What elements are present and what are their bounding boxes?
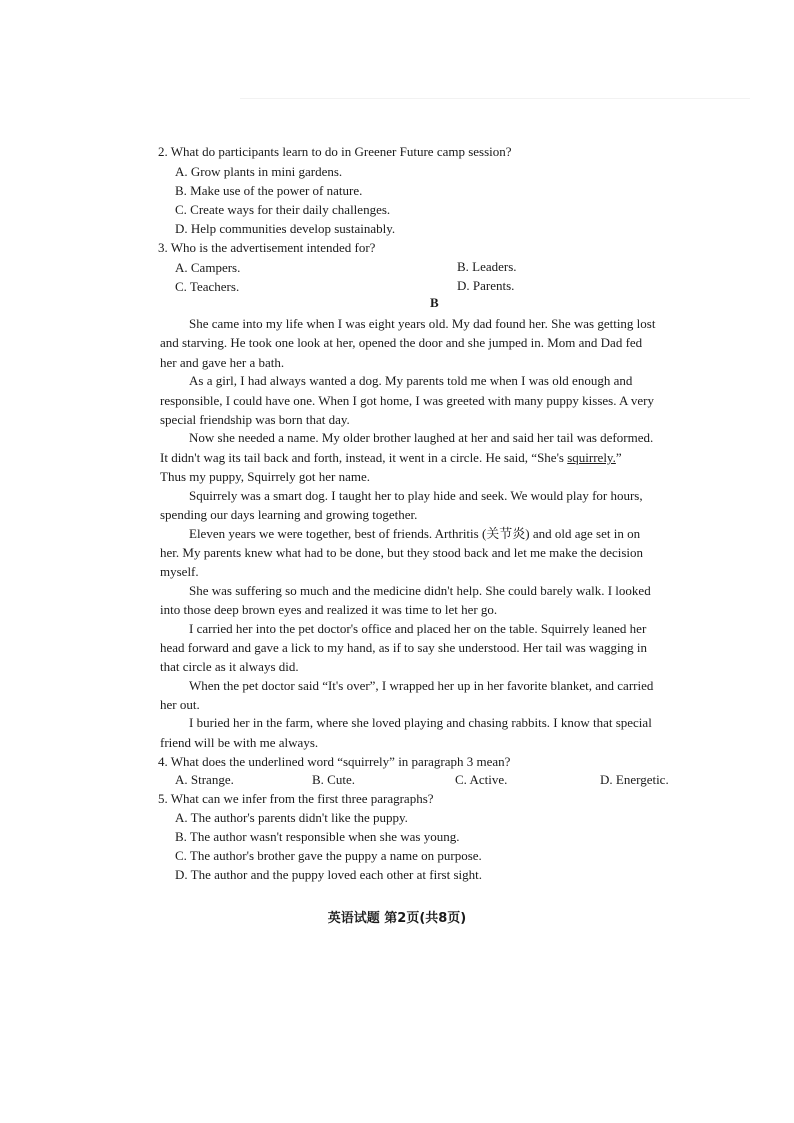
passage-line: When the pet doctor said “It's over”, I wrapped her up in her favorite blanket, and carried xyxy=(189,678,654,693)
question-5-option-c: C. The author's brother gave the puppy a name on purpose. xyxy=(175,848,482,863)
question-5-stem: 5. What can we infer from the first three paragraphs? xyxy=(158,791,434,806)
passage-line: Thus my puppy, Squirrely got her name. xyxy=(160,469,371,484)
passage-line: She came into my life when I was eight years old. My dad found her. She was getting lost xyxy=(189,316,656,331)
passage-line: head forward and gave a lick to my hand, as if to say she understood. Her tail was wagging in xyxy=(160,640,648,655)
passage-line: and starving. He took one look at her, opened the door and she jumped in. Mom and Dad fed xyxy=(160,335,643,350)
question-4-option-d: D. Energetic. xyxy=(600,772,669,787)
passage-line: her and gave her a bath. xyxy=(160,355,285,370)
passage-line: friend will be with me always. xyxy=(160,735,319,750)
passage-line: I buried her in the farm, where she loved playing and chasing rabbits. I know that special xyxy=(189,715,652,730)
scan-artifact-line xyxy=(240,98,750,99)
section-b-heading: B xyxy=(430,295,439,310)
passage-line: into those deep brown eyes and realized it was time to let her go. xyxy=(160,602,498,617)
passage-line: Now she needed a name. My older brother laughed at her and said her tail was deformed. xyxy=(189,430,654,445)
passage-line: her. My parents knew what had to be done, but they stood back and let me make the decision xyxy=(160,545,644,560)
underlined-word-squirrely: squirrely. xyxy=(567,450,616,465)
question-3-option-d: D. Parents. xyxy=(457,278,515,293)
passage-line: spending our days learning and growing together. xyxy=(160,507,418,522)
question-4-stem: 4. What does the underlined word “squirrely” in paragraph 3 mean? xyxy=(158,754,511,769)
question-3-option-c: C. Teachers. xyxy=(175,279,240,294)
question-3-stem: 3. Who is the advertisement intended for? xyxy=(158,240,376,255)
passage-text: It didn't wag its tail back and forth, instead, it went in a circle. He said, “She's xyxy=(160,450,568,465)
question-3-option-b: B. Leaders. xyxy=(457,259,517,274)
question-5-option-b: B. The author wasn't responsible when she was young. xyxy=(175,829,460,844)
passage-line: her out. xyxy=(160,697,200,712)
question-2-option-d: D. Help communities develop sustainably. xyxy=(175,221,396,236)
question-2-option-a: A. Grow plants in mini gardens. xyxy=(175,164,343,179)
passage-line-with-underlined-word xyxy=(160,448,712,467)
passage-line: that circle as it always did. xyxy=(160,659,299,674)
question-2-option-c: C. Create ways for their daily challenges. xyxy=(175,202,391,217)
question-5-option-a: A. The author's parents didn't like the puppy. xyxy=(175,810,408,825)
passage-line: Eleven years we were together, best of friends. Arthritis (关节炎) and old age set in on xyxy=(189,526,641,541)
passage-line: As a girl, I had always wanted a dog. My parents told me when I was old enough and xyxy=(189,373,633,388)
question-2-stem: 2. What do participants learn to do in Greener Future camp session? xyxy=(158,144,512,159)
passage-line: responsible, I could have one. When I got home, I was greeted with many puppy kisses. A very xyxy=(160,393,655,408)
question-4-option-b: B. Cute. xyxy=(312,772,355,787)
question-4-option-c: C. Active. xyxy=(455,772,508,787)
closing-quote: ” xyxy=(615,450,622,465)
question-3-option-a: A. Campers. xyxy=(175,260,241,275)
passage-line: special friendship was born that day. xyxy=(160,412,350,427)
question-4-option-a: A. Strange. xyxy=(175,772,234,787)
question-5-option-d: D. The author and the puppy loved each other at first sight. xyxy=(175,867,482,882)
passage-line: I carried her into the pet doctor's office and placed her on the table. Squirrely leaned her xyxy=(189,621,647,636)
passage-line: She was suffering so much and the medicine didn't help. She could barely walk. I looked xyxy=(189,583,651,598)
passage-line: Squirrely was a smart dog. I taught her to play hide and seek. We would play for hours, xyxy=(189,488,643,503)
question-2-option-b: B. Make use of the power of nature. xyxy=(175,183,363,198)
passage-line: myself. xyxy=(160,564,199,579)
page-footer: 英语试题 第2页(共8页) xyxy=(327,911,467,926)
